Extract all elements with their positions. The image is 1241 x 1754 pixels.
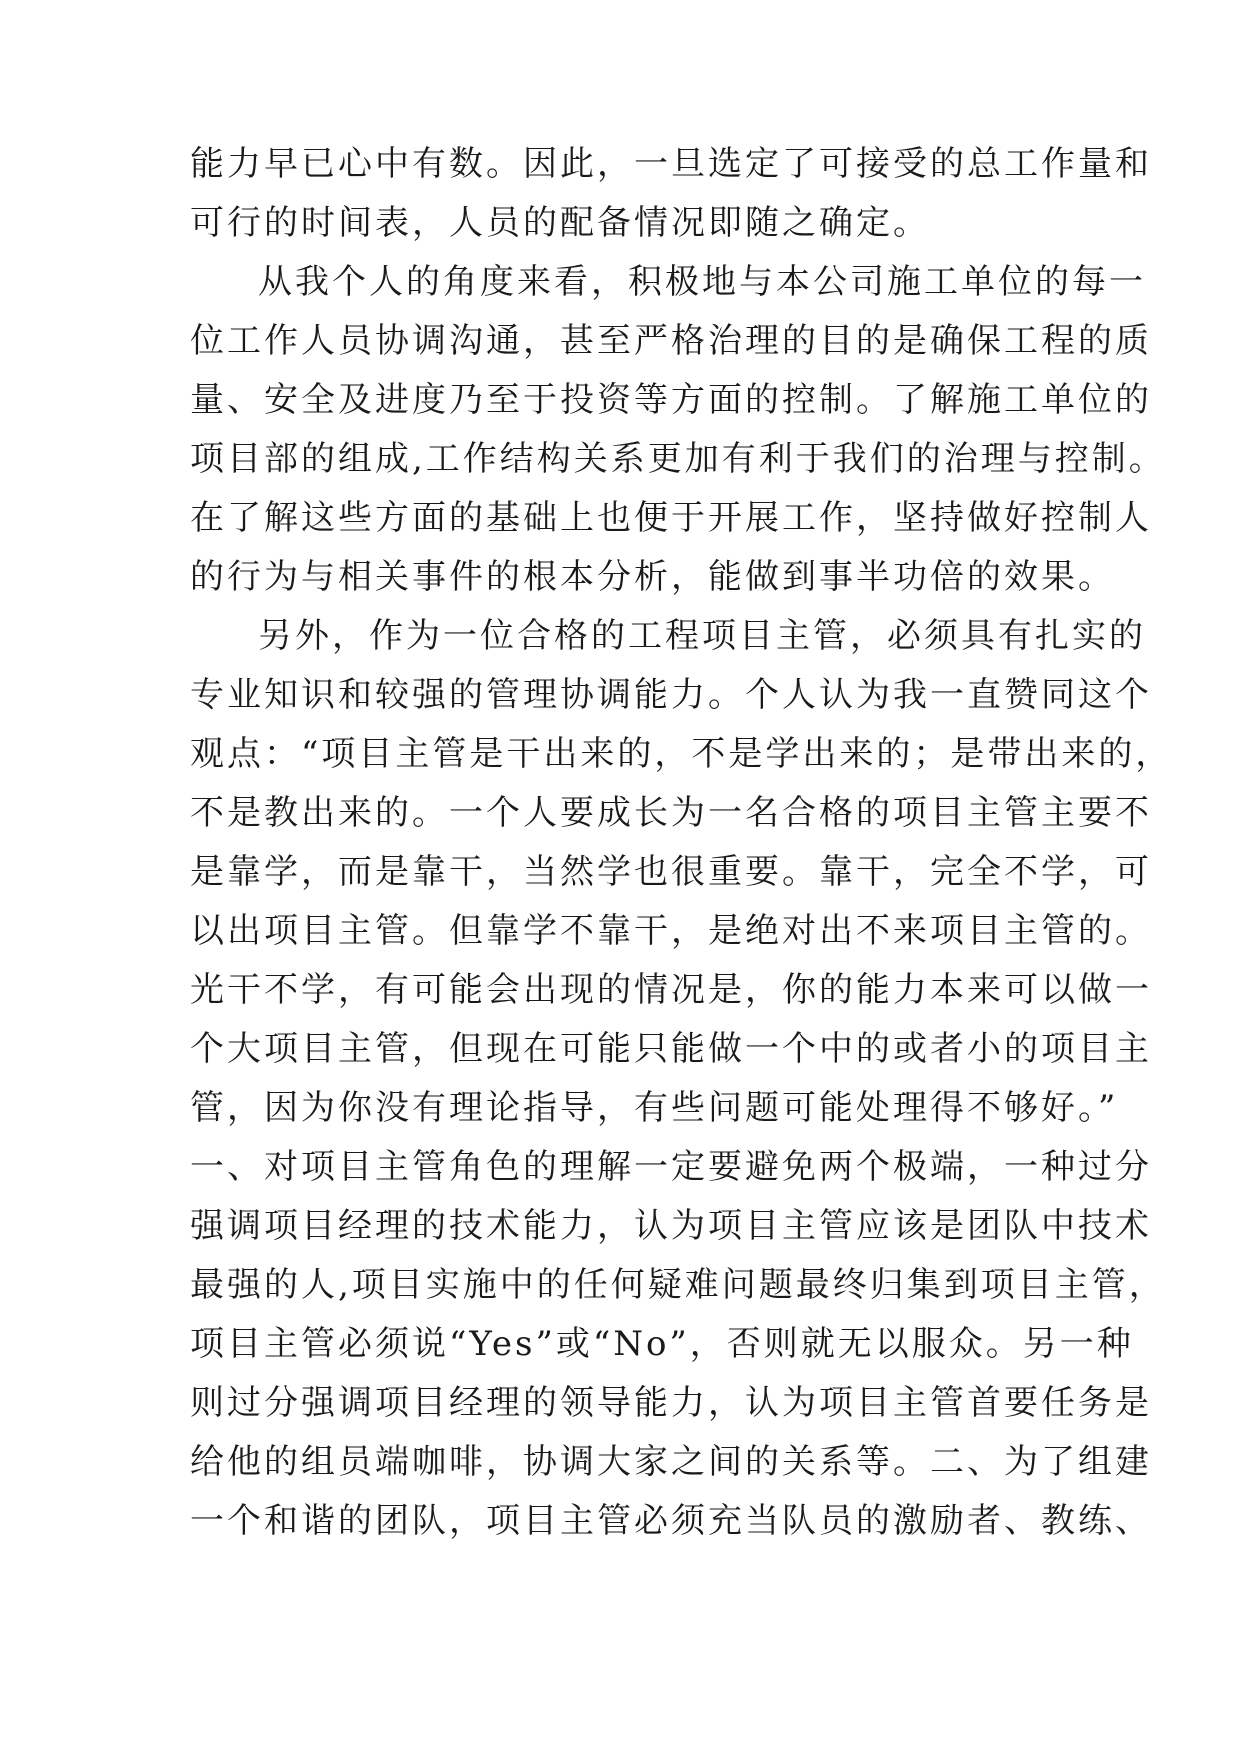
text-line: 在了解这些方面的基础上也便于开展工作，坚持做好控制人 [190,498,1152,538]
text-line: 专业知识和较强的管理协调能力。个人认为我一直赞同这个 [190,675,1152,715]
text-line: 则过分强调项目经理的领导能力，认为项目主管首要任务是 [190,1383,1152,1423]
text-line: 一、对项目主管角色的理解一定要避免两个极端，一种过分 [190,1147,1152,1187]
text-line: 的行为与相关事件的根本分析，能做到事半功倍的效果。 [190,557,1115,597]
text-line: 观点：“项目主管是干出来的，不是学出来的；是带出来的， [190,734,1173,774]
text-line: 最强的人,项目实施中的任何疑难问题最终归集到项目主管， [190,1265,1166,1305]
text-line: 量、安全及进度乃至于投资等方面的控制。了解施工单位的 [190,380,1152,420]
text-line: 能力早已心中有数。因此，一旦选定了可接受的总工作量和 [190,144,1152,184]
text-line: 光干不学，有可能会出现的情况是，你的能力本来可以做一 [190,970,1152,1010]
text-line: 个大项目主管，但现在可能只能做一个中的或者小的项目主 [190,1029,1152,1069]
text-line: 项目部的组成,工作结构关系更加有利于我们的治理与控制。 [190,439,1166,479]
text-line: 从我个人的角度来看，积极地与本公司施工单位的每一 [258,262,1146,302]
text-line: 位工作人员协调沟通，甚至严格治理的目的是确保工程的质 [190,321,1152,361]
text-line: 不是教出来的。一个人要成长为一名合格的项目主管主要不 [190,793,1152,833]
text-line: 一个和谐的团队，项目主管必须充当队员的激励者、教练、 [190,1501,1152,1541]
text-line: 给他的组员端咖啡，协调大家之间的关系等。二、为了组建 [190,1442,1152,1482]
text-line: 可行的时间表，人员的配备情况即随之确定。 [190,203,930,243]
text-line: 以出项目主管。但靠学不靠干，是绝对出不来项目主管的。 [190,911,1152,951]
text-line: 管，因为你没有理论指导，有些问题可能处理得不够好。” [190,1088,1119,1128]
text-line: 是靠学，而是靠干，当然学也很重要。靠干，完全不学，可 [190,852,1152,892]
text-line: 另外，作为一位合格的工程项目主管，必须具有扎实的 [258,616,1146,656]
text-line: 项目主管必须说“Yes”或“No”，否则就无以服众。另一种 [190,1324,1134,1364]
text-line: 强调项目经理的技术能力，认为项目主管应该是团队中技术 [190,1206,1152,1246]
